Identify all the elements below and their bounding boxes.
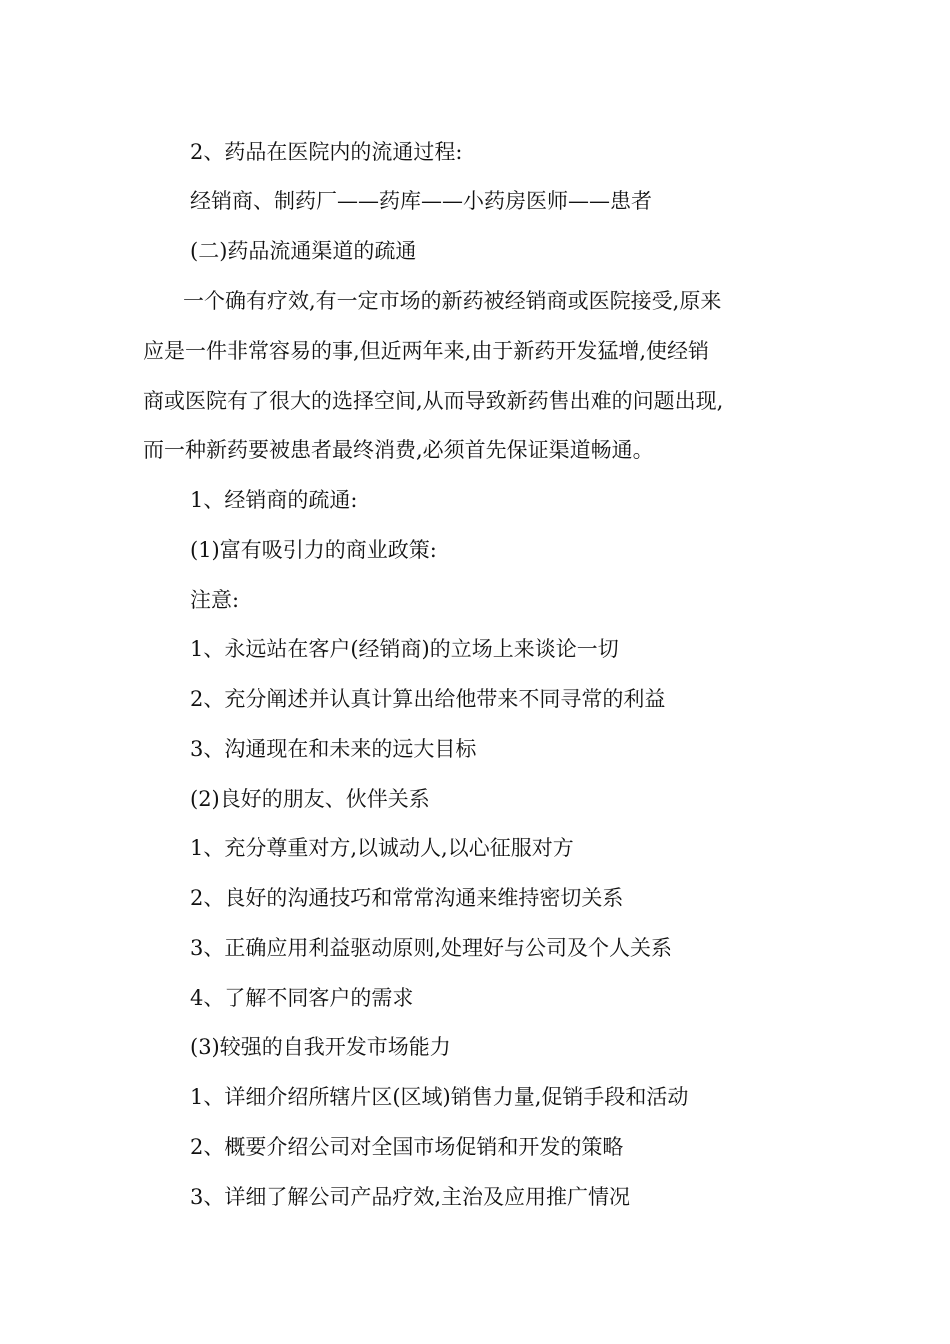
- subsection-heading: (1)富有吸引力的商业政策:: [190, 538, 437, 562]
- paragraph-line: 商或医院有了很大的选择空间,从而导致新药售出难的问题出现,: [143, 389, 724, 413]
- list-item: 2、良好的沟通技巧和常常沟通来维持密切关系: [190, 886, 624, 910]
- paragraph-line: 而一种新药要被患者最终消费,必须首先保证渠道畅通。: [143, 438, 654, 462]
- paragraph-line: 一个确有疗效,有一定市场的新药被经销商或医院接受,原来: [183, 289, 722, 313]
- list-item: 3、沟通现在和未来的远大目标: [190, 737, 477, 761]
- subsection-heading: 1、经销商的疏通:: [190, 488, 358, 512]
- list-item: 2、概要介绍公司对全国市场促销和开发的策略: [190, 1135, 624, 1159]
- subsection-heading: (2)良好的朋友、伙伴关系: [190, 787, 430, 811]
- note-label: 注意:: [190, 588, 240, 612]
- paragraph-line: 应是一件非常容易的事,但近两年来,由于新药开发猛增,使经销: [143, 339, 710, 363]
- list-item: 3、正确应用利益驱动原则,处理好与公司及个人关系: [190, 936, 673, 960]
- flow-line: 经销商、制药厂——药库——小药房医师——患者: [190, 189, 652, 213]
- list-item: 1、充分尊重对方,以诚动人,以心征服对方: [190, 836, 574, 860]
- list-item: 1、永远站在客户(经销商)的立场上来谈论一切: [190, 637, 619, 661]
- section-heading: 2、药品在医院内的流通过程:: [190, 140, 463, 164]
- list-item: 4、了解不同客户的需求: [190, 986, 414, 1010]
- list-item: 2、充分阐述并认真计算出给他带来不同寻常的利益: [190, 687, 666, 711]
- section-heading: (二)药品流通渠道的疏通: [190, 239, 417, 263]
- list-item: 3、详细了解公司产品疗效,主治及应用推广情况: [190, 1185, 631, 1209]
- list-item: 1、详细介绍所辖片区(区域)销售力量,促销手段和活动: [190, 1085, 689, 1109]
- subsection-heading: (3)较强的自我开发市场能力: [190, 1035, 451, 1059]
